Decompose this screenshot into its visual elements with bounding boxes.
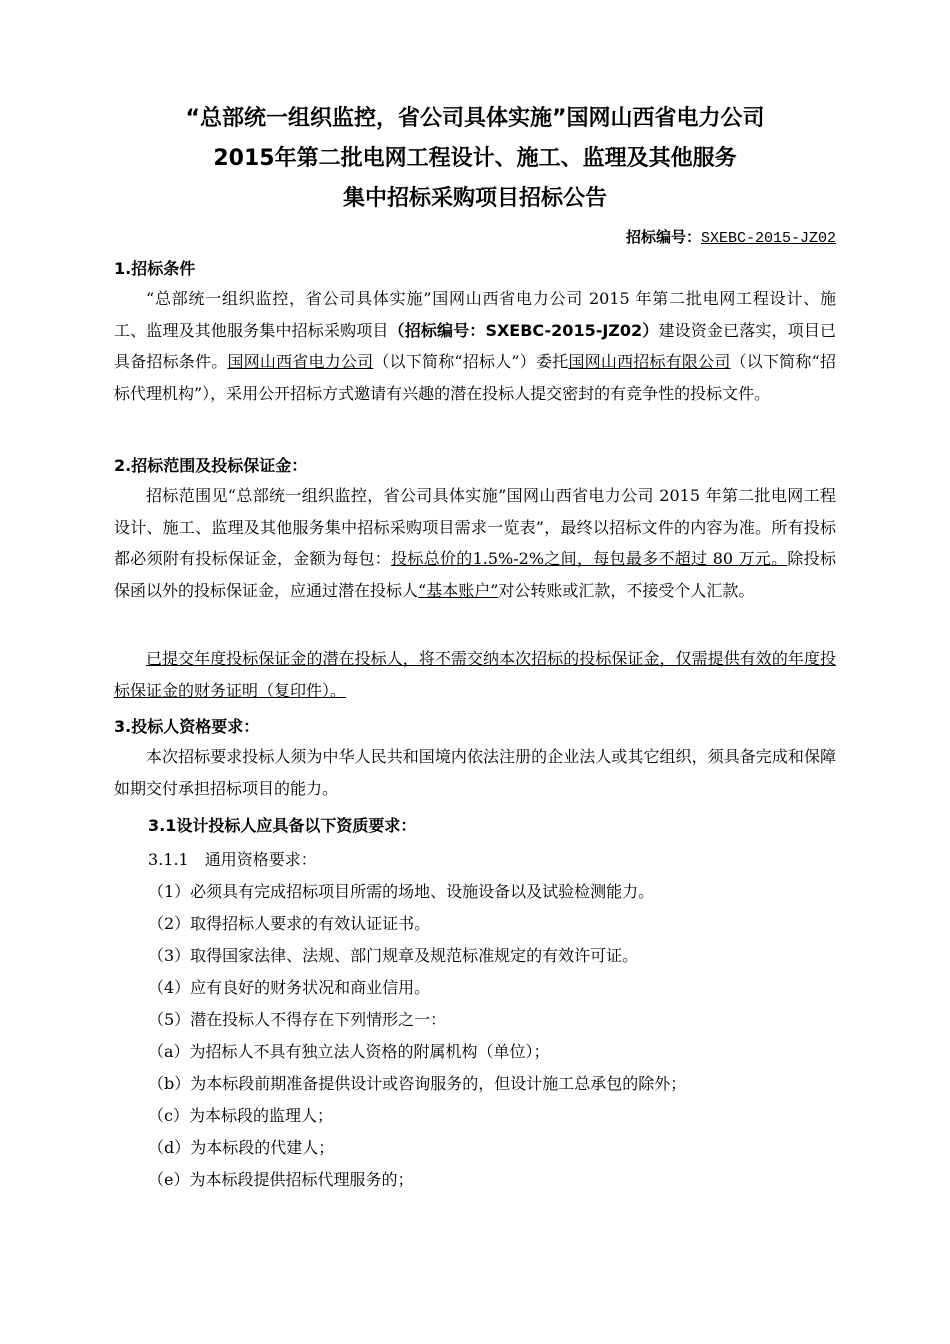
tender-code-value: SXEBC-2015-JZ02 xyxy=(700,230,836,247)
list-item: （4）应有良好的财务状况和商业信用。 xyxy=(148,978,431,997)
list-item: （d）为本标段的代建人； xyxy=(148,1138,335,1157)
title-line-3: 集中招标采购项目招标公告 xyxy=(342,186,607,211)
s1-text-g: （以下简称“招标代理机构”），采用公开招标方式邀请有兴趣的潜在投标人提交密封的有竞争性的投标文件。 xyxy=(114,352,836,403)
s2-deposit-amount: 投标总价的1.5%-2%之间，每包最多不超过 80 万元。 xyxy=(391,549,788,568)
s2-text-a: 招标范围见“总部统一组织监控，省公司具体实施”国网山西省电力公司 2015 年第二批电网工程设计、施工、监理及其他服务集中招标采购项目需求一览表”，最终以招标文件的内容为准。所有投标都必须附有投标保证金，金额为每包： xyxy=(114,486,836,568)
list-item: （5）潜在投标人不得存在下列情形之一： xyxy=(148,1010,447,1029)
list-item: （1）必须具有完成招标项目所需的场地、设施设备以及试验检测能力。 xyxy=(148,882,655,901)
tender-code-label: 招标编号： xyxy=(625,228,701,246)
s2-annual-deposit-note: 已提交年度投标保证金的潜在投标人，将不需交纳本次招标的投标保证金，仅需提供有效的年度投标保证金的财务证明（复印件）。 xyxy=(114,649,836,700)
title-line-1: “总部统一组织监控，省公司具体实施”国网山西省电力公司 xyxy=(185,106,765,131)
s2-text-e: 对公转账或汇款，不接受个人汇款。 xyxy=(498,580,755,600)
list-item: （2）取得招标人要求的有效认证证书。 xyxy=(148,914,431,933)
section-1-heading: 1.招标条件 xyxy=(114,259,196,278)
s1-tenderer-name: 国网山西省电力公司 xyxy=(227,352,374,371)
list-item: （e）为本标段提供招标代理服务的； xyxy=(148,1170,414,1189)
s1-text-c: 建设资金已落实，项目已具备招标条件。 xyxy=(114,320,836,371)
s1-text-e: （以下简称“招标人”）委托 xyxy=(373,352,569,371)
s1-tender-code-bold: （招标编号：SXEBC-2015-JZ02） xyxy=(388,320,659,340)
section-2-heading: 2.招标范围及投标保证金： xyxy=(114,456,308,475)
list-item: （3）取得国家法律、法规、部门规章及规范标准规定的有效许可证。 xyxy=(148,946,639,965)
list-item: （b）为本标段前期准备提供设计或咨询服务的，但设计施工总承包的除外； xyxy=(148,1074,687,1093)
list-item: （a）为招标人不具有独立法人资格的附属机构（单位）； xyxy=(148,1042,550,1061)
section-2-paragraph-1 xyxy=(114,480,836,606)
section-3-1-1-heading: 3.1.1 通用资格要求： xyxy=(148,850,317,869)
section-3-heading: 3.投标人资格要求： xyxy=(114,717,260,736)
section-2-paragraph-2 xyxy=(114,643,836,706)
tender-code xyxy=(626,226,836,247)
s2-text-c: 除投标保函以外的投标保证金，应通过潜在投标人 xyxy=(114,549,836,600)
list-item: （c）为本标段的监理人； xyxy=(148,1106,333,1125)
section-1-paragraph xyxy=(114,283,836,409)
s1-text-a: “总部统一组织监控，省公司具体实施”国网山西省电力公司 2015 年第二批电网工程设计、施工、监理及其他服务集中招标采购项目 xyxy=(114,289,836,340)
section-3-1-heading: 3.1设计投标人应具备以下资质要求： xyxy=(148,816,417,835)
s1-agency-name: 国网山西招标有限公司 xyxy=(568,352,731,371)
s2-basic-account: “基本账户” xyxy=(418,580,499,600)
title-line-2: 2015年第二批电网工程设计、施工、监理及其他服务 xyxy=(213,146,737,171)
section-3-paragraph: 本次招标要求投标人须为中华人民共和国境内依法注册的企业法人或其它组织，须具备完成和保障如期交付承担招标项目的能力。 xyxy=(114,747,836,798)
